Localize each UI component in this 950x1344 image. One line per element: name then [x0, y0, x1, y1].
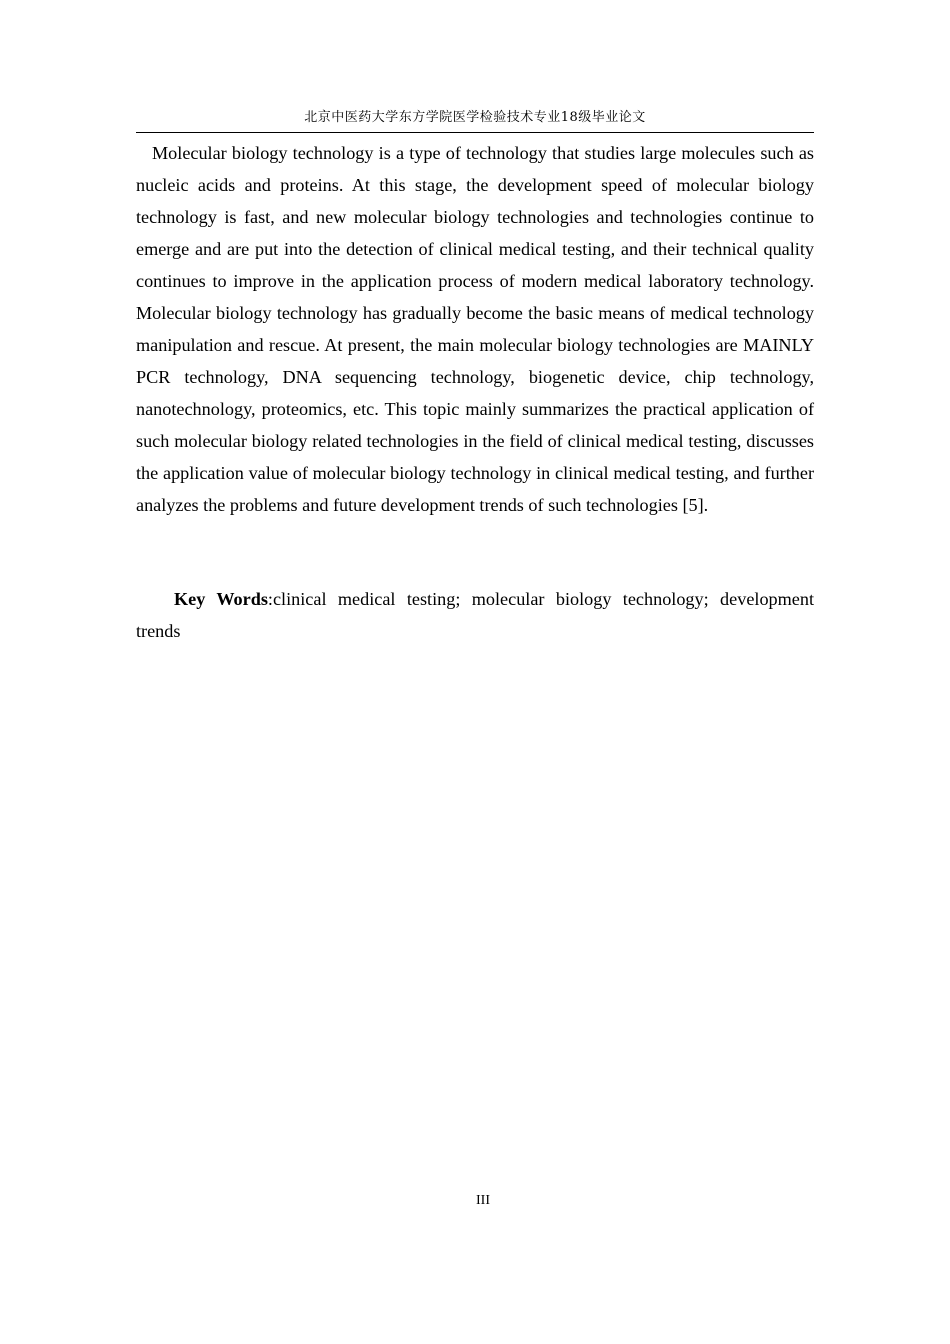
header-rule	[136, 132, 814, 133]
keywords-label: Key Words	[174, 589, 268, 609]
running-header: 北京中医药大学东方学院医学检验技术专业18级毕业论文	[304, 110, 646, 125]
keywords-paragraph	[136, 583, 814, 647]
keywords-list: :clinical medical testing; molecular biology technology; development trends	[136, 589, 814, 641]
page-number: III	[476, 1193, 490, 1208]
abstract-paragraph: Molecular biology technology is a type of technology that studies large molecules such as nucleic acids and proteins. At this stage, the development speed of molecular biology technology is fast, and new molecular biology technologies and technologies continue to emerge and are put into the detection of clinical medical testing, and their technical quality continues to improve in the application process of modern medical laboratory technology. Molecular biology technology has gradually become the basic means of medical technology manipulation and rescue. At present, the main molecular biology technologies are MAINLY PCR technology, DNA sequencing technology, biogenetic device, chip technology, nanotechnology, proteomics, etc. This topic mainly summarizes the practical application of such molecular biology related technologies in the field of clinical medical testing, discusses the application value of molecular biology technology in clinical medical testing, and further analyzes the problems and future development trends of such technologies [5].	[136, 143, 814, 515]
